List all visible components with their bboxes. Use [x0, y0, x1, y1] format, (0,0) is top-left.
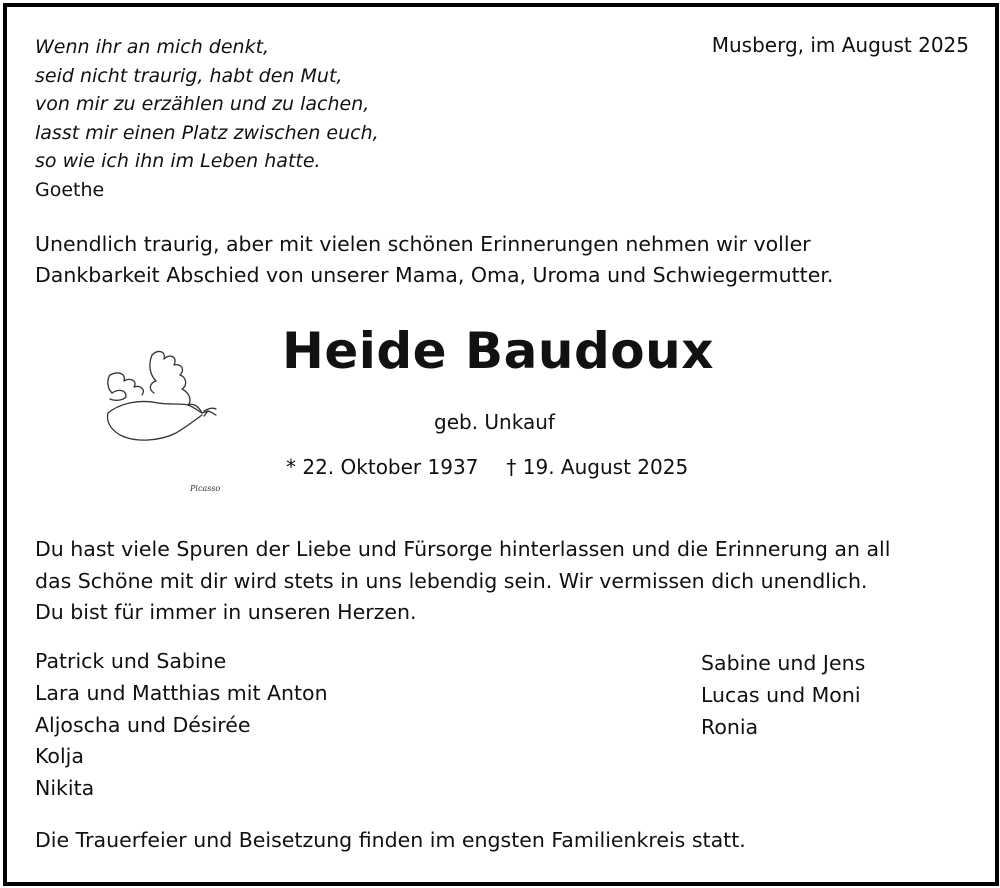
intro-line: Unendlich traurig, aber mit vielen schönen Erinnerungen nehmen wir voller — [35, 232, 811, 256]
message-line: Du hast viele Spuren der Liebe und Fürsorge hinterlassen und die Erinnerung an all — [35, 537, 891, 561]
message-line: das Schöne mit dir wird stets in uns lebendig sein. Wir vermissen dich unendlich. — [35, 568, 868, 593]
place-date: Musberg, im August 2025 — [711, 33, 969, 57]
closing-note: Die Trauerfeier und Beisetzung finden im engsten Familienkreis statt. — [35, 828, 746, 852]
deceased-name: Heide Baudoux — [282, 322, 714, 380]
dove-signature: Picasso — [190, 484, 221, 493]
poem-line: so wie ich ihn im Leben hatte. — [35, 150, 321, 172]
poem-line: Wenn ihr an mich denkt, — [35, 36, 270, 58]
poem-author: Goethe — [35, 178, 105, 201]
death-date: † 19. August 2025 — [506, 455, 689, 479]
intro-text — [35, 229, 833, 291]
family-member: Kolja — [35, 744, 84, 769]
poem-line: lasst mir einen Platz zwischen euch, — [35, 121, 379, 144]
family-list-left — [35, 646, 328, 805]
poem-line: seid nicht traurig, habt den Mut, — [35, 64, 343, 87]
poem-line: von mir zu erzählen und zu lachen, — [35, 93, 370, 115]
birth-name: geb. Unkauf — [434, 410, 555, 434]
message-text — [35, 534, 890, 629]
message-line: Du bist für immer in unseren Herzen. — [35, 600, 417, 624]
family-member: Lara und Matthias mit Anton — [35, 680, 328, 705]
family-member: Lucas und Moni — [701, 682, 861, 707]
family-member: Nikita — [35, 776, 95, 801]
family-member: Sabine und Jens — [701, 651, 866, 675]
intro-line: Dankbarkeit Abschied von unserer Mama, Oma, Uroma und Schwiegermutter. — [35, 263, 834, 287]
family-member: Patrick und Sabine — [35, 649, 227, 673]
family-list-right — [701, 648, 865, 743]
family-member: Aljoscha und Désirée — [35, 712, 251, 737]
dove-icon — [100, 345, 230, 505]
life-dates — [286, 455, 688, 479]
family-member: Ronia — [701, 714, 759, 739]
poem — [35, 33, 379, 204]
birth-date: * 22. Oktober 1937 — [286, 455, 479, 479]
